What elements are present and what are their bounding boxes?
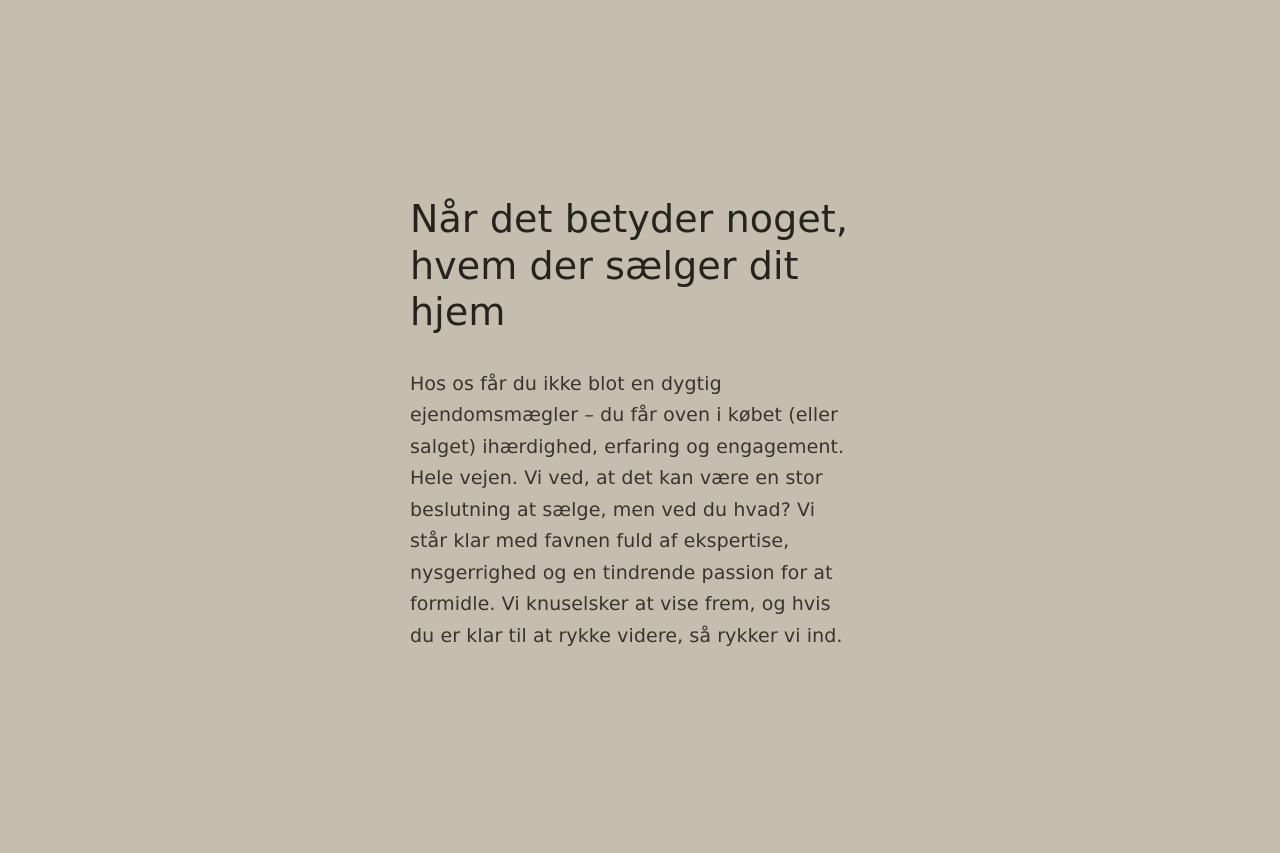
hero-text-section bbox=[410, 196, 880, 652]
intro-paragraph: Hos os får du ikke blot en dygtig ejendomsmægler – du får oven i købet (eller salget) ihærdighed, erfaring og engagement. Hele vejen. Vi ved, at det kan være en stor beslutning at sælge, men ved du hvad? Vi står klar med favnen fuld af ekspertise, nysgerrighed og en tindrende passion for at formidle. Vi knuselsker at vise frem, og hvis du er klar til at rykke videre, så rykker vi ind. bbox=[410, 372, 845, 647]
page-title: Når det betyder noget, hvem der sælger dit hjem bbox=[410, 197, 848, 334]
